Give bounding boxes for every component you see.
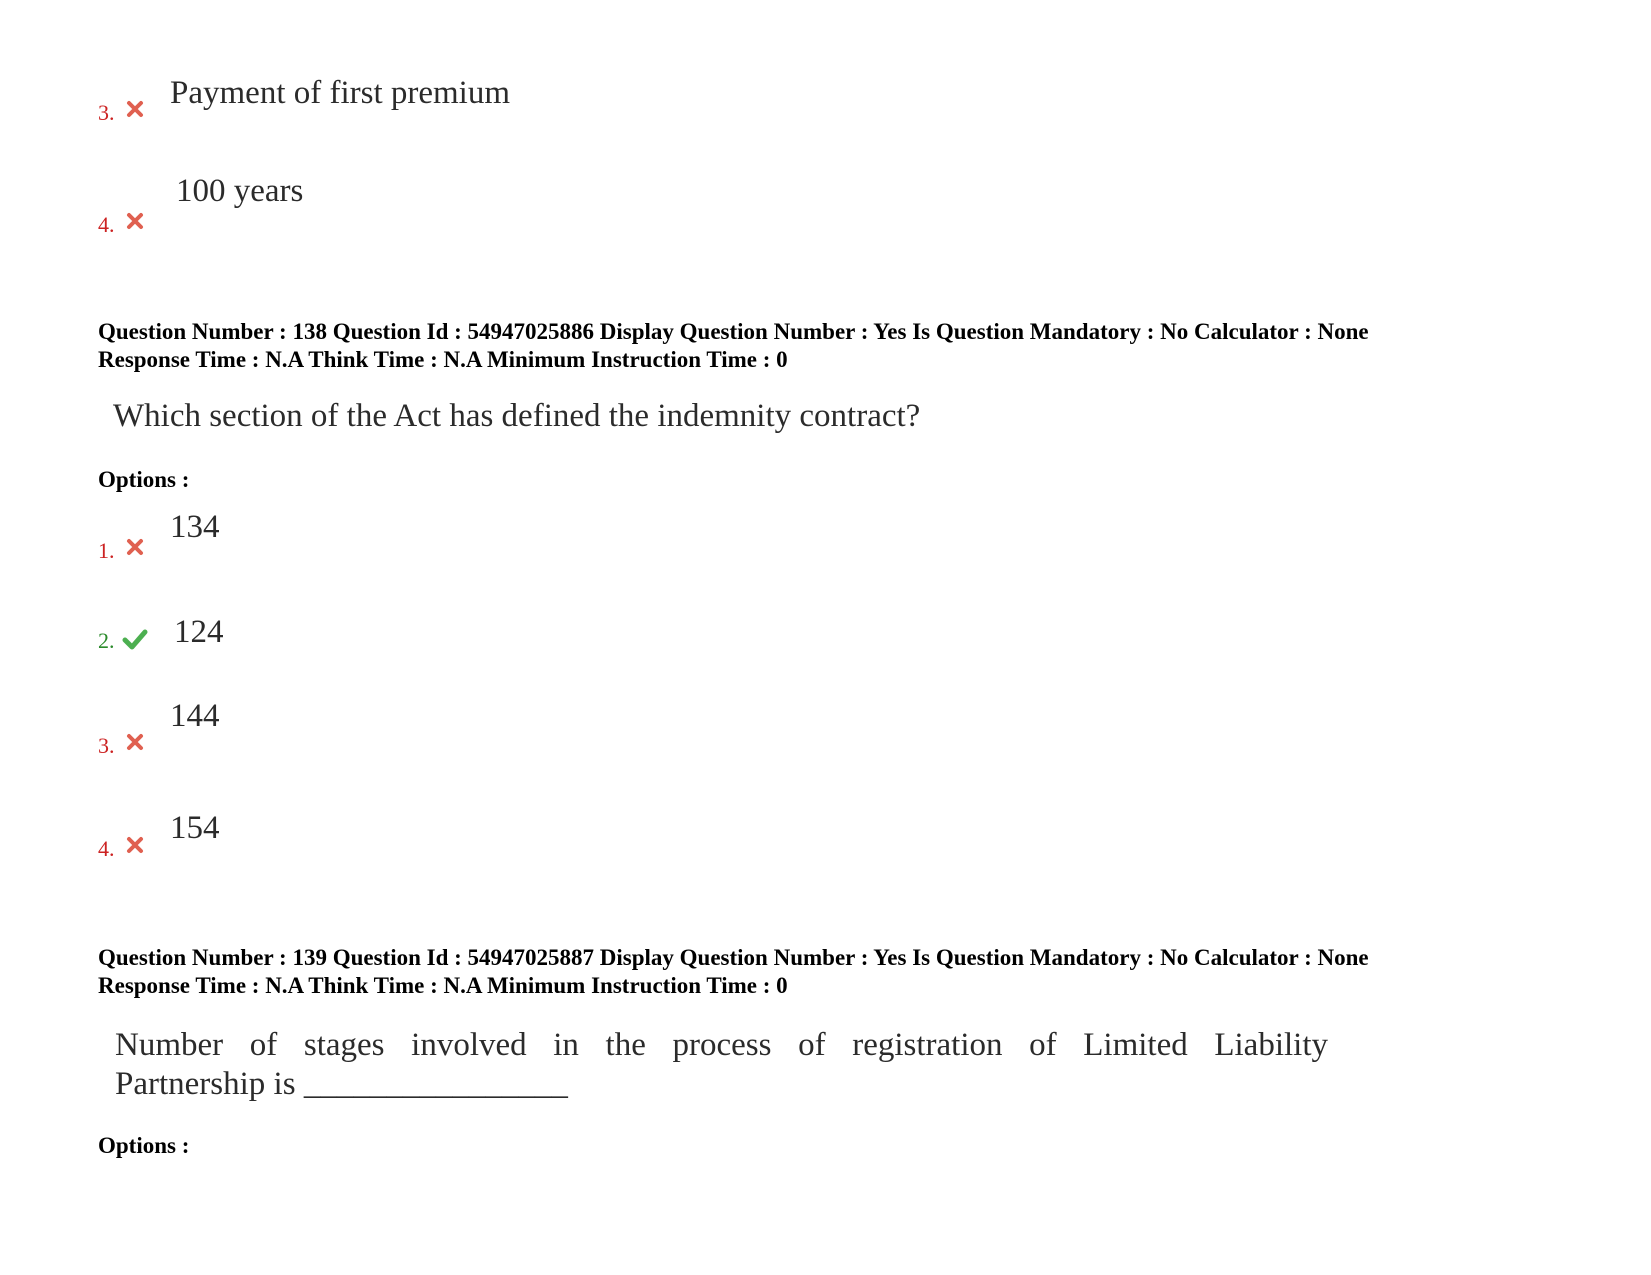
cross-icon	[126, 538, 144, 556]
option-text: 144	[170, 698, 220, 734]
question-138-meta-line1: Question Number : 138 Question Id : 54947025886 Display Question Number : Yes Is Question Mandatory : No Calculator : None	[98, 319, 1369, 344]
option-text: 154	[170, 810, 220, 846]
option-text: 100 years	[176, 173, 304, 209]
question-138-text: Which section of the Act has defined the indemnity contract?	[113, 398, 921, 434]
option-number: 2.	[98, 628, 115, 653]
question-138-meta-line2: Response Time : N.A Think Time : N.A Minimum Instruction Time : 0	[98, 347, 788, 372]
question-139-meta-line1: Question Number : 139 Question Id : 54947025887 Display Question Number : Yes Is Question Mandatory : No Calculator : None	[98, 945, 1369, 970]
option-number: 1.	[98, 538, 115, 563]
option-number: 3.	[98, 733, 115, 758]
question-139-options-label: Options :	[98, 1133, 190, 1158]
checkmark-icon	[122, 628, 148, 650]
option-text: 124	[174, 614, 224, 650]
option-number: 4.	[98, 836, 115, 861]
question-138-options-label: Options :	[98, 467, 190, 492]
option-number: 3.	[98, 100, 115, 125]
option-text: 134	[170, 509, 220, 545]
question-139-text-line2: Partnership is ________________	[115, 1066, 568, 1102]
cross-icon	[126, 100, 144, 118]
question-139-meta-line2: Response Time : N.A Think Time : N.A Minimum Instruction Time : 0	[98, 973, 788, 998]
cross-icon	[126, 836, 144, 854]
option-text: Payment of first premium	[170, 75, 511, 111]
cross-icon	[126, 733, 144, 751]
question-139-text-line1: Number of stages involved in the process of registration of Limited Liability	[115, 1027, 1328, 1063]
option-number: 4.	[98, 212, 115, 237]
cross-icon	[126, 212, 144, 230]
